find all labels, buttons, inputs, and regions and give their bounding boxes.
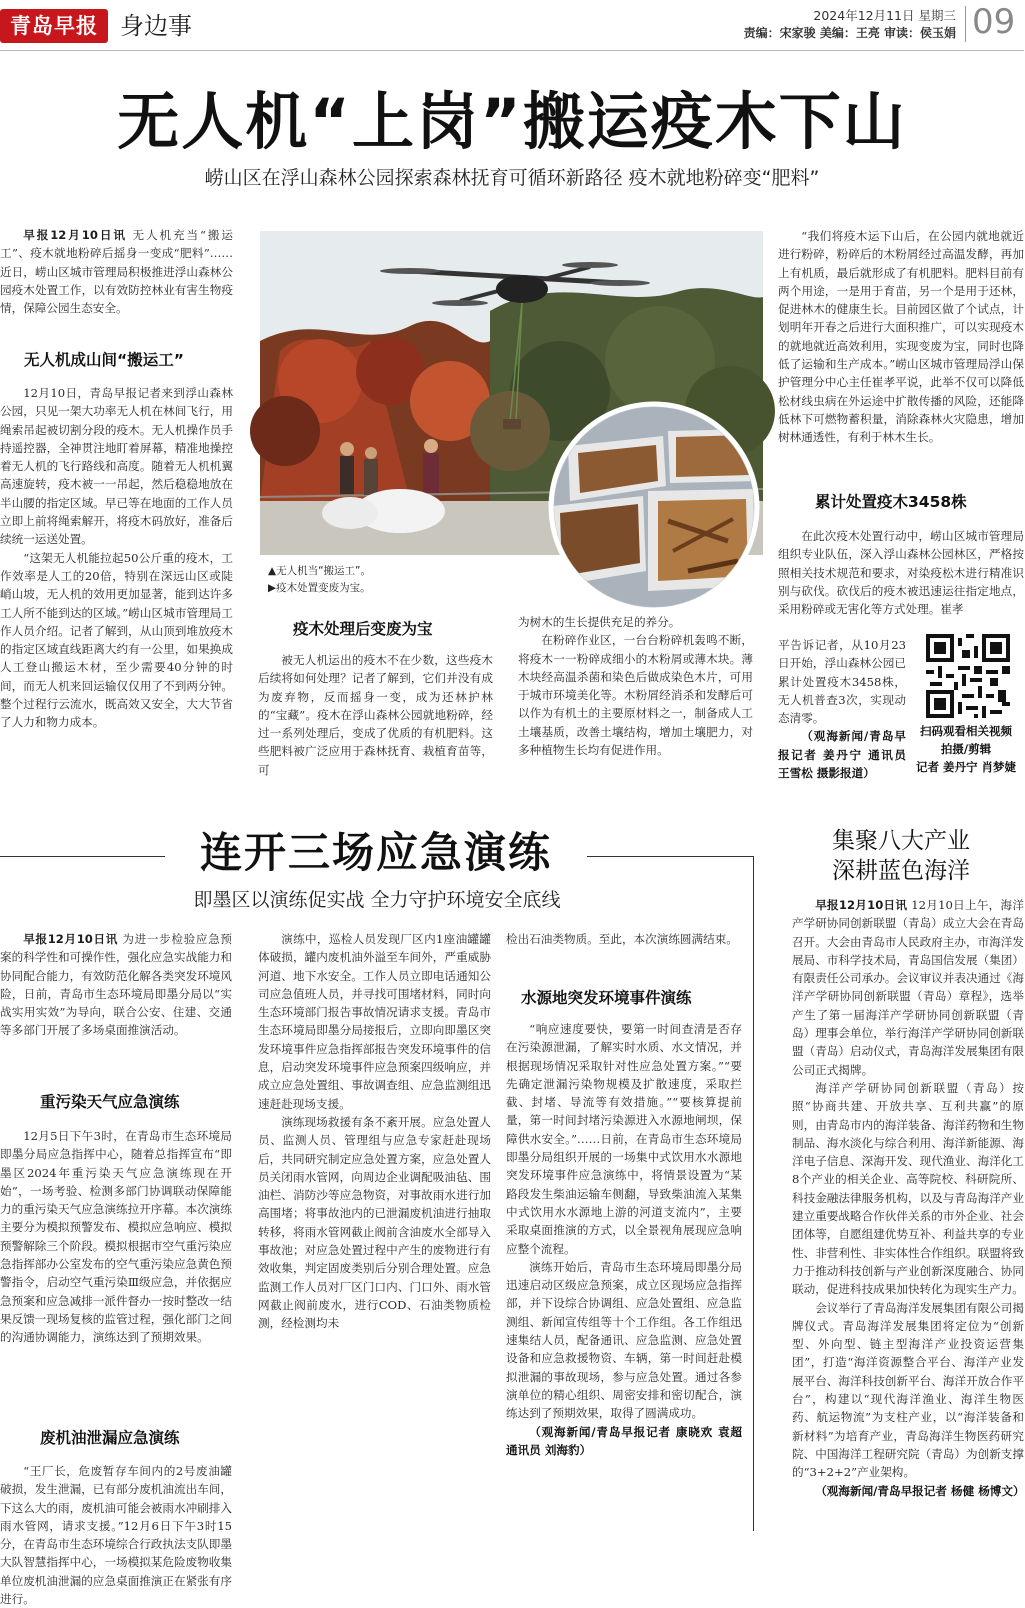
paragraph: 平告诉记者，从10月23日开始，浮山森林公园已累计处置疫木3458株，无人机普查3次，实现动态清零。 — [778, 638, 906, 726]
qr-caption-title: 扫码观看相关视频 — [920, 724, 1012, 738]
dateline: 早报12月10日讯 — [23, 932, 119, 946]
paragraph: 检出石油类物质。至此，本次演练圆满结束。 — [506, 932, 738, 946]
article1-col4-narrow — [778, 636, 906, 781]
paragraph: 被无人机运出的疫木不在少数，这些疫木后续将如何处理？记者了解到，它们并没有成为废弃物，反而摇身一变，成为还林护林的“宝藏”。疫木在浮山森林公园就地粉碎，经过一系列处理后，变成了优质的有机肥料。这些肥料被广泛应用于森林抚育、栽植育苗等，可 — [258, 653, 493, 777]
paragraph: 会议举行了青岛海洋发展集团有限公司揭牌仪式。青岛海洋发展集团将定位为“创新型、外向型、链主型海洋产业投资运营集团”，打造“海洋资源整合平台、海洋产业发展平台、海洋科技创新平台、海洋开放合作平台”，构建以“现代海洋渔业、海洋生物医药、航运物流”为支柱产业，以“海洋装备和新材料”为培育产业，青岛海洋生物医药研究院、中国海洋工程研究院（青岛）为创新支撑的“3+2+2”产业架构。 — [792, 1300, 1024, 1480]
paragraph: “我们将疫木运下山后，在公园内就地就近进行粉碎，粉碎后的木粉屑经过高温发酵，再加上有机质，最后就形成了有机肥料。肥料目前有两个用途，一是用于育苗，另一个是用于还林，促进林木的健康生长。目前园区做了个试点，计划明年开春之后进行大面积推广，可以实现疫木的就地就近高效利用，实现变废为宝，同时也降低了运输和生产成本。”崂山区城市管理局浮山保护管理分中心主任崔孝平说，此举不仅可以降低松材线虫病在外运途中扩散传播的风险，还能降低林下可燃物蓄积量，消除森林火灾隐患，增加树林通透性，有利于林木生长。 — [778, 229, 1024, 445]
header-rule — [0, 50, 1024, 51]
paragraph: 在粉碎作业区，一台台粉碎机轰鸣不断，将疫木一一粉碎成细小的木粉屑或薄木块。薄木块经高温杀菌和染色后做成染色木片，可用于城市环境美化等。木粉屑经消杀和发酵后可以作为有机土的主要原材料之一，制备成人工土壤基质，改善土壤结构，增加土壤肥力，对多种植物生长均有促进作用。 — [518, 633, 753, 758]
dateline: 早报12月10日讯 — [23, 228, 127, 242]
article1-col3 — [518, 613, 753, 776]
article2-box-top-left — [0, 856, 165, 857]
paragraph: 12月10日，青岛早报记者来到浮山森林公园，只见一架大功率无人机在林间飞行，用绳索吊起被切割分段的疫木。无人机操作员手持遥控器，全神贯注地盯着屏幕，精准地操控着无人机的飞行路线和高度。随着无人机机翼高速旋转，疫木被一一吊起，然后稳稳地放在半山腰的指定区域。早已等在地面的工作人员立即上前将绳索解开，将疫木码放好，准备后续统一运送处置。 — [0, 386, 233, 547]
lead-text: 为进一步检验应急预案的科学性和可操作性，强化应急实战能力和协同配合能力，有效防范化解各类突发环境风险，日前，青岛市生态环境局即墨分局以“实战实用实效”为导向，联合公安、住建、交通等多部门开展了多场桌面推演活动。 — [0, 932, 232, 1038]
article1-col4-top — [778, 227, 1024, 479]
article1-col2 — [258, 651, 493, 776]
article1-col1-body — [0, 384, 233, 776]
article2-col1-body — [0, 1127, 232, 1413]
article2-box-right — [753, 856, 754, 1531]
byline: （观海新闻/青岛早报记者 康晓欢 袁超 通讯员 刘海豹） — [506, 1424, 742, 1457]
dateline: 早报12月10日讯 — [815, 898, 908, 912]
photo-caption — [268, 563, 371, 597]
paragraph: 在此次疫木处置行动中，崂山区城市管理局组织专业队伍，深入浮山森林公园林区，严格按照相关技术规范和要求，对染疫松木进行精准识别与砍伐。砍伐后的疫木被迅速运往指定地点，采用粉碎或无害化等方式处理。崔孝 — [778, 529, 1024, 617]
article2-col3 — [506, 1020, 742, 1531]
article2-box-top-right — [587, 856, 754, 857]
article1-col4-mid — [778, 527, 1024, 637]
article1-col1-top — [0, 226, 233, 336]
article2-col1 — [0, 930, 232, 1080]
section-title: 累计处置疫木3458株 — [815, 493, 967, 511]
article1-subhead: 崂山区在浮山森林公园探索森林抚育可循环新路径 疫木就地粉碎变“肥料” — [204, 167, 820, 189]
newspaper-logo: 青岛早报 — [0, 9, 108, 43]
paragraph: 演练开始后，青岛市生态环境局即墨分局迅速启动区级应急预案，成立区现场应急指挥部，并下设综合协调组、应急处置组、应急监测组、新闻宣传组等十个工作组。各工作组迅速集结人员，配备通讯、应急监测、应急处置设备和应急救援物资、车辆，第一时间赶赴模拟泄漏的事故现场，参与应急处置。通过各参演单位的精心组织、周密安排和密切配合，演练达到了预期效果，取得了圆满成功。 — [506, 1259, 742, 1421]
caption-line: ▲无人机当“搬运工”。 — [268, 565, 371, 577]
paragraph: “这架无人机能拉起50公斤重的疫木，工作效率是人工的20倍，特别在深远山区或陡峭山坡，无人机的效用更加显著，能到达许多工人所不能到达的区域。”崂山区城市管理局工作人员介绍。记者了解到，从山顶到堆放疫木的指定区域直线距离大约有一公里，如果换成人工登山搬运木材，至少需要40分钟的时间，而无人机来回运输仅仅用了不到两分钟。整个过程行云流水，既高效又安全，大大节省了人力和物力成本。 — [0, 550, 233, 730]
issue-date: 2024年12月11日 星期三 — [813, 8, 956, 23]
article2-col1-bottom — [0, 1462, 232, 1607]
paragraph: 演练中，巡检人员发现厂区内1座油罐罐体破损，罐内废机油外溢至车间外，严重威胁河道、地下水安全。工作人员立即电话通知公司应急值班人员，并寻找可围堵材料，同时向生态环境部门报告事故情况请求支援。青岛市生态环境局即墨分局接报后，立即向即墨区突发环境事件应急指挥部报告突发环境事件的信息，启动突发环境事件应急预案四级响应，并成立应急处置组、事故调查组、应急监测组迅速赶赴现场支援。 — [258, 932, 491, 1111]
article3-headline — [778, 826, 1024, 886]
lead-text: 12月10日上午，海洋产学研协同创新联盟（青岛）成立大会在青岛召开。大会由青岛市人民政府主办，市海洋发展局、市科学技术局，青岛国信发展（集团）有限责任公司承办。会议审议并表决通过《海洋产学研协同创新联盟（青岛）章程》，选举产生了第一届海洋产学研协同创新联盟（青岛）理事会单位，举行海洋产学研协同创新联盟（青岛）启动仪式，青岛海洋发展集团有限公司正式揭牌。 — [792, 898, 1024, 1077]
qr-code[interactable] — [926, 634, 1010, 718]
section-title: 无人机成山间“搬运工” — [24, 351, 184, 369]
section-title: 重污染天气应急演练 — [40, 1093, 180, 1111]
paragraph: 演练现场救援有条不紊开展。应急处置人员、监测人员、管理组与应急专家赶赴现场后，共同研究制定应急处置方案，应急处置人员关闭雨水管网，向周边企业调配吸油毡、围油栏、消防沙等应急物资，对事故雨水进行加高围堵；将事故池内的已泄漏废机油进行抽取转移，将雨水管网截止阀前含油废水全部导入事故池；对应急处置过程中产生的废物进行有效收集，判定固废类别后分别合理处置。应急监测工作人员对厂区门口内、门口外、雨水管网截止阀前废水，进行COD、石油类物质检测，经检测均未 — [258, 1114, 491, 1331]
paragraph: 为树木的生长提供充足的养分。 — [518, 615, 681, 629]
page-number: 09 — [972, 2, 1016, 42]
article1-headline: 无人机“上岗”搬运疫木下山 — [117, 85, 907, 158]
article2-headline: 连开三场应急演练 — [199, 828, 552, 877]
qr-credit: 记者 姜丹宁 肖梦婕 — [915, 760, 1016, 774]
article2-col2 — [258, 930, 491, 1531]
paragraph: 海洋产学研协同创新联盟（青岛）按照“协商共建、开放共享、互利共赢”的原则，由青岛市内的海洋装备、海洋药物和生物制品、海水淡化与综合利用、海洋新能源、海洋电子信息、深海开发、现代渔业、海洋化工8个产业的相关企业、高等院校、科研院所、科技金融法律服务机构，以及与青岛海洋产业建立重要战略合作伙伴关系的市外企业、社会团体等，自愿组建优势互补、利益共享的专业性、非营利性、非实体性合作组织。联盟将致力于推动科技创新与产业创新深度融合、协同联动，促进科技成果加快转化为现实生产力。 — [792, 1080, 1024, 1297]
wood-products-inset-photo — [548, 401, 760, 613]
byline: （观海新闻/青岛早报记者 姜丹宁 通讯员 王雪松 摄影报道） — [778, 729, 906, 781]
paragraph: 12月5日下午3时，在青岛市生态环境局即墨分局应急指挥中心，随着总指挥宣布“即墨区2024年重污染天气应急演练现在开始”，一场考验、检测多部门协调联动保障能力的重污染天气应急演练拉开序幕。本次演练主要分为模拟预警发布、模拟应急响应、模拟预警解除三个阶段。模拟根据市空气重污染应急指挥部办公室发布的空气重污染应急黄色预警指令，启动空气重污染Ⅲ级应急，并依据应急预案和应急减排一派件督办一按时整改一结果反馈一现场复核的监管过程，强化部门之间的沟通协调能力，演练达到了预期效果。 — [0, 1129, 232, 1345]
editor-staff: 责编：宋家骏 美编：王亮 审读：侯玉娟 — [743, 26, 956, 40]
article2-col3-top — [506, 930, 742, 970]
section-name: 身边事 — [120, 12, 192, 40]
headline-line: 深耕蓝色海洋 — [832, 858, 970, 884]
section-title: 废机油泄漏应急演练 — [40, 1429, 180, 1447]
qr-caption — [908, 722, 1024, 776]
page-divider — [965, 6, 966, 42]
section-title: 水源地突发环境事件演练 — [521, 989, 692, 1007]
caption-line: ▶疫木处置变废为宝。 — [268, 582, 371, 594]
lead-text: 无人机充当“搬运工”、疫木就地粉碎后摇身一变成“肥料”……近日，崂山区城市管理局积极推进浮山森林公园疫木处置工作，以有效防控林业有害生物疫情，保障公园生态安全。 — [0, 228, 233, 316]
paragraph: “响应速度要快，要第一时间查清是否存在污染源泄漏，了解实时水质、水文情况，并根据现场情况采取针对性应急处置方案。”“要先确定泄漏污染物规模及扩散速度，采取拦截、封堵、导流等有效措施。”“要核算提前量，第一时间封堵污染源进入水源地闸坝，保障供水安全。”……日前，在青岛市生态环境局即墨分局组织开展的一场集中式饮用水水源地突发环境事件应急演练中，将情景设置为“某路段发生柴油运输车侧翻，导致柴油流入某集中式饮用水水源地上游的河道支流内”，主要采取桌面推演的方式，以全景视角展现应急响应整个流程。 — [506, 1022, 742, 1256]
paragraph: “王厂长，危废暂存车间内的2号废油罐破损，发生泄漏，已有部分废机油流出车间，下这么大的雨，废机油可能会被雨水冲刷排入雨水管网，请求支援。”12月6日下午3时15分，在青岛市生态环境综合行政执法支队即墨大队智慧指挥中心，一场模拟某危险废物收集单位废机油泄漏的应急桌面推演正在紧张有序进行。 — [0, 1464, 232, 1607]
page-header — [0, 0, 1024, 52]
article3-body — [792, 896, 1024, 1531]
headline-line: 集聚八大产业 — [832, 828, 970, 854]
byline: （观海新闻/青岛早报记者 杨健 杨博文） — [815, 1483, 1025, 1498]
article2-subhead: 即墨区以演练促实战 全力守护环境安全底线 — [193, 889, 561, 911]
section-title: 疫木处理后变废为宝 — [293, 620, 433, 638]
qr-credit: 拍摄/剪辑 — [940, 742, 992, 756]
